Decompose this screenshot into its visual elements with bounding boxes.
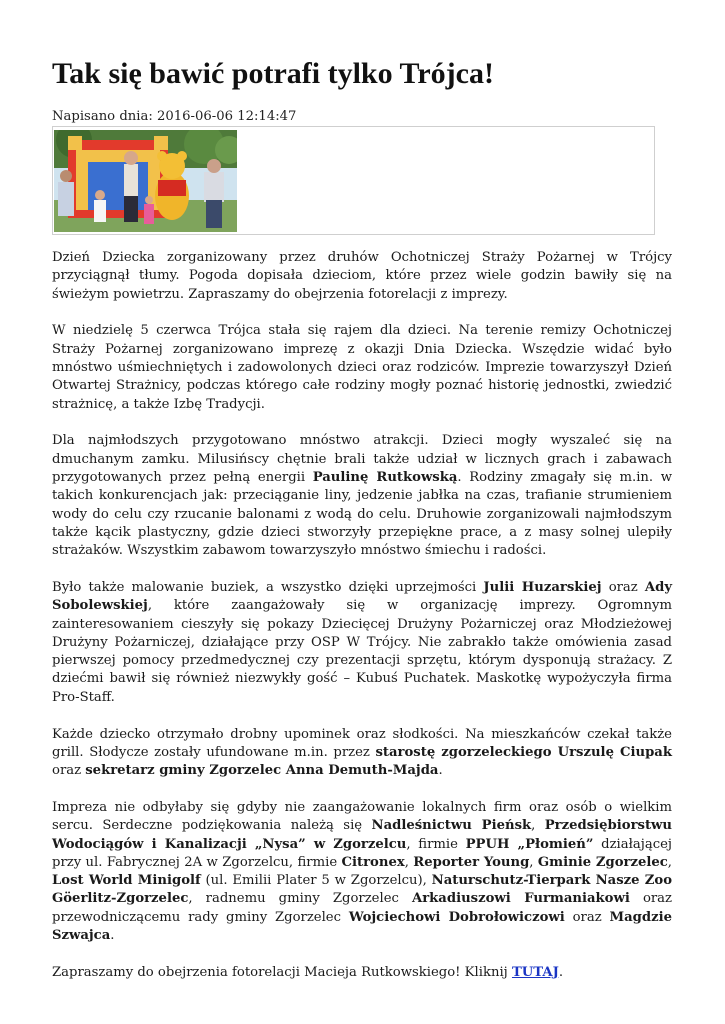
bold-text: sekretarz gminy Zgorzelec Anna Demuth-Majda <box>85 763 439 779</box>
paragraph <box>52 799 672 945</box>
article-date-line <box>52 108 296 126</box>
text-run: , firmie <box>406 836 466 852</box>
bold-text: Paulinę Rutkowską <box>312 469 458 485</box>
text-run: Zapraszamy do obejrzenia fotorelacji Macieja Rutkowskiego! Kliknij <box>52 964 512 980</box>
paragraph <box>52 322 672 413</box>
text-run: , <box>531 818 545 834</box>
text-run: , które zaangażowały się w organizację imprezy. Ogromnym zainteresowaniem cieszyły się pokazy Dziecięcej Drużyny Pożarniczej oraz Młodzieżowej Drużyny Pożarniczej, działające przy OSP W Trójcy. Nie zabrakło także omówienia zasad pierwszej pomocy przedmedycznej czy prezentacji sprzętu, którym dysponują strażacy. Z dziećmi bawił się również niezwykły gość – Kubuś Puchatek. Maskotkę wypożyczyła firma Pro-Staff. <box>52 598 672 705</box>
text-run: Dla najmłodszych przygotowano mnóstwo atrakcji. Dzieci mogły wyszaleć się na dmuchanym zamku. Milusińscy chętnie brali także udział w licznych grach i zabawach przygotowanych przez pełną energii <box>52 433 672 485</box>
date-value: 2016-06-06 12:14:47 <box>156 109 297 124</box>
text-run: . <box>438 763 443 779</box>
paragraph <box>52 579 672 707</box>
bold-text: Citronex <box>341 854 405 870</box>
image-frame <box>52 126 655 235</box>
article-body <box>52 249 672 1001</box>
bold-text: Ady Sobolewskiej <box>52 579 672 614</box>
bold-text: Przedsiębiorstwu Wodociągów i Kanalizacji „Nysa” w Zgorzelcu <box>52 818 672 852</box>
photo-gallery-link[interactable]: TUTAJ <box>511 964 559 980</box>
text-run: , <box>529 854 538 870</box>
text-run: oraz <box>601 579 645 595</box>
text-run: Było także malowanie buziek, a wszystko dzięki uprzejmości <box>52 579 484 595</box>
bold-text: Nadleśnictwu Pieńsk <box>371 818 532 834</box>
text-run: , <box>404 854 414 870</box>
article-title: Tak się bawić potrafi tylko Trójca! <box>52 57 494 90</box>
text-run: . Rodziny zmagały się m.in. w takich konkurencjach jak: przeciąganie liny, jedzenie jabłka na czas, trafianie strumieniem wody do celu czy rzucanie balonami z wodą do celu. Druhowie zorganizowali najmłodszym także kącik plastyczny, gdzie dzieci stworzyły przepiękne prace, a z masy solnej ulepiły strażaków. Wszystkim zabawom towarzyszyło mnóstwo śmiechu i radości. <box>52 469 672 559</box>
text-run: , radnemu gminy Zgorzelec <box>188 891 412 907</box>
text-run: . <box>558 964 564 980</box>
bold-text: Naturschutz-Tierpark Nasze Zoo Göerlitz-Zgorzelec <box>52 873 672 907</box>
bold-text: Lost World Minigolf <box>52 873 201 889</box>
paragraph <box>52 249 672 304</box>
text-run: Każde dziecko otrzymało drobny upominek oraz słodkości. Na mieszkańców czekał także grill. Słodycze zostały ufundowane m.in. przez <box>52 726 672 760</box>
paragraph <box>52 432 672 560</box>
bold-text: Gminie Zgorzelec <box>537 854 668 870</box>
text-run: oraz <box>52 763 86 779</box>
text-run: Impreza nie odbyłaby się gdyby nie zaangażowanie lokalnych firm oraz osób o wielkim sercu. Serdeczne podziękowania należą się <box>52 799 672 834</box>
date-label: Napisano dnia: <box>52 109 153 124</box>
event-photo[interactable] <box>54 130 237 232</box>
bold-text: starostę zgorzeleckiego Urszulę Ciupak <box>375 744 672 760</box>
bold-text: Arkadiuszowi Furmaniakowi <box>411 891 630 907</box>
text-run: oraz <box>564 909 610 925</box>
bold-text: Reporter Young <box>413 854 530 870</box>
text-run: (ul. Emilii Plater 5 w Zgorzelcu), <box>200 873 432 889</box>
bold-text: PPUH „Płomień” <box>465 836 594 852</box>
text-run: działającej przy ul. Fabrycznej 2A w Zgorzelcu, firmie <box>52 836 673 870</box>
text-run: , <box>667 854 672 870</box>
bold-text: Julii Huzarskiej <box>483 579 602 595</box>
bold-text: Wojciechowi Dobrołowiczowi <box>348 909 565 925</box>
text-run: W niedzielę 5 czerwca Trójca stała się rajem dla dzieci. Na terenie remizy Ochotniczej Straży Pożarnej zorganizowano imprezę z okazji Dnia Dziecka. Wszędzie widać było mnóstwo uśmiechniętych i zadowolonych dzieci oraz rodziców. Imprezie towarzyszył Dzień Otwartej Strażnicy, podczas którego całe rodziny mogły poznać historię jednostki, zwiedzić strażnicę, a także Izbę Tradycji. <box>52 323 672 412</box>
text-run: oraz przewodniczącemu rady gminy Zgorzelec <box>52 891 672 925</box>
paragraph <box>52 726 672 781</box>
text-run: Dzień Dziecka zorganizowany przez druhów Ochotniczej Straży Pożarnej w Trójcy przyciągnął tłumy. Pogoda dopisała dzieciom, które przez wiele godzin bawiły się na świeżym powietrzu. Zapraszamy do obejrzenia fotorelacji z imprezy. <box>52 250 672 302</box>
paragraph <box>52 964 672 982</box>
bold-text: Magdzie Szwajca <box>52 909 672 943</box>
text-run: . <box>110 928 115 943</box>
